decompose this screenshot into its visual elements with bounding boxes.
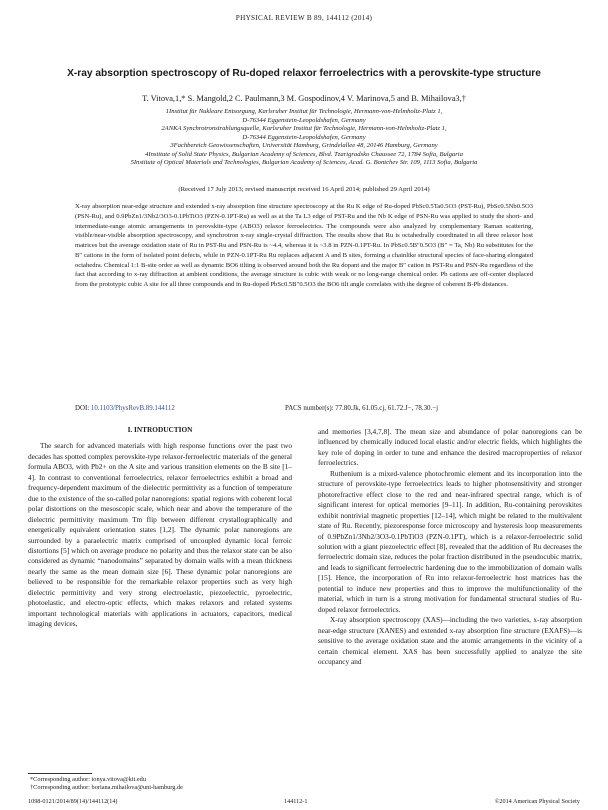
right-column	[318, 427, 582, 667]
footnote: *Corresponding author: tonya.vitova@kit.edu	[30, 776, 146, 783]
page-number: 144112-1	[284, 798, 308, 805]
abstract: X-ray absorption near-edge structure and extended x-ray absorption fine structure spectroscopy at the Ru K edge of Ru-doped PbSc0.5Ta0.5O3 (PST-Ru), PbSc0.5Nb0.5O3 (PSN-Ru), and 0.9PbZn1/3Nb2/3O3-0.1PbTiO3 (PZN-0.1PT-Ru) as well as at the Ta L3 edge of PST-Ru and the Nb K edge of PSN-Ru was applied to study the short- and intermediate-range atomic arrangements in perovskite-type (ABO3) relaxor ferroelectrics. The compounds were also analyzed by complementary Raman scattering, visible/near-visible absorption spectroscopy, and synchrotron x-ray single-crystal diffraction. The results show that Ru is octahedrally coordinated in all three relaxor host matrices but the average oxidation state of Ru in PST-Ru and PSN-Ru is ~4.4, whereas it is ~3.8 in PZN-0.1PT-Ru. In PbSc0.5B″0.5O3 (B″ = Ta, Nb) Ru substitutes for the B″ cations in the form of isolated point defects, while in PZN-0.1PT-Ru Ru replaces adjacent A and B sites, forming a chainlike structural species of face-sharing elongated octahedra. Chemical 1:1 B-site order as well as dynamic BO6 tilting is observed around both the Ru dopant and the major B″ cation in PST-Ru and PSN-Ru regardless of the fact that according to x-ray diffraction at ambient conditions, the average structure is cubic with weak or no long-range chemical order. Pb cations are off-center displaced from the prototypic cubic A site for all three compounds and in Ru-doped PbSc0.5B″0.5O3 the BO6 tilt angle correlates with the degree of coherent B-Pb distances.	[75, 203, 533, 288]
doi-link[interactable]: 10.1103/PhysRevB.89.144112	[90, 405, 175, 412]
footnotes	[30, 776, 300, 793]
affiliation-line: 2ANKA Synchrotronstrahlungsquelle, Karlsruher Institut für Technologie, Hermann-von-Helmholtz-Platz 1,	[161, 125, 447, 132]
copyright: ©2014 American Physical Society	[494, 798, 580, 805]
body-paragraph: and memories [3,4,7,8]. The mean size and abundance of polar nanoregions can be influenced by chemically induced local elastic and/or electric fields, which highlights the key role of doping in order to tune and enhance the desired macroproperties of relaxor ferroelectrics.	[318, 427, 582, 468]
affiliations	[20, 108, 588, 168]
running-head: PHYSICAL REVIEW B 89, 144112 (2014)	[235, 14, 373, 22]
affiliation-line: D-76344 Eggenstein-Leopoldshafen, Germany	[242, 116, 366, 124]
footnote: †Corresponding author: boriana.mihailova@uni-hamburg.de	[30, 784, 183, 792]
article-title: X-ray absorption spectroscopy of Ru-doped relaxor ferroelectrics with a perovskite-type structure	[67, 68, 541, 79]
affiliation-line: 4Institute of Solid State Physics, Bulgarian Academy of Sciences, Blvd. Tzarigradsko Chaussee 72, 1784 Sofia, Bulgaria	[145, 150, 463, 158]
pacs-numbers: PACS number(s): 77.80.Jk, 61.05.cj, 61.72.J−, 78.30.−j	[285, 405, 438, 412]
section-heading: I. INTRODUCTION	[127, 425, 193, 434]
page-footer	[28, 798, 580, 807]
body-paragraph: X-ray absorption spectroscopy (XAS)—including the two varieties, x-ray absorption near-edge structure (XANES) and extended x-ray absorption fine structure (EXAFS)—is sensitive to the average oxidation state and the atomic arrangements in the vicinity of a certain chemical element. XAS has been successfully applied to analyze the site occupancy and	[318, 615, 582, 666]
body-paragraph: Ruthenium is a mixed-valence photochromic element and its incorporation into the structure of perovskite-type ferroelectrics leads to higher photosensitivity and stronger photorefractive effect close to the red and near-infrared spectral range, which is of significant interest for optical memories [9–11]. In addition, Ru-containing perovskites exhibit nontrivial magnetic properties [12–14], which might be related to the multivalent state of Ru. Recently, piezoresponse force microscopy and hysteresis loop measurements of 0.9PbZn1/3Nb2/3O3-0.1PbTiO3 (PZN-0.1PT), which is a relaxor-ferroelectric solid solution with a giant piezoelectric effect [8], revealed that the addition of Ru decreases the ferroelectric domain size, reduces the polar fraction distributed in the pseudocubic matrix, and leads to significant ferroelectric hardening due to the immobilization of domain walls [15]. Hence, the incorporation of Ru into relaxor-ferroelectric host matrices has the potential to induce new properties and thus to improve the multifunctionality of the material, which in turn is a strong motivation for fundamental structural studies of Ru-doped relaxor ferroelectrics.	[318, 468, 582, 614]
body-paragraph: The search for advanced materials with high response functions over the past two decades has spotted complex perovskite-type relaxor-ferroelectric materials of the general formula ABO3, with Pb2+ on the A site and various transition elements on the B site [1–4]. In contrast to conventional ferroelectrics, relaxor ferroelectrics exhibit a broad and frequency-dependent maximum of the dielectric permittivity as a function of temperature due to the existence of the so-called polar nanoregions: spatial regions with coherent local polar distortions on the mesoscopic scale, which near and above the temperature of the dielectric permittivity maximum Tm flip between different crystallographically and energetically equivalent orientation states [1,2]. The dynamic polar nanoregions are surrounded by a paraelectric matrix comprised of uncoupled dynamic local ferroic distortions [5] which on average produce no polarity and thus the relaxor state can be also considered as dynamic “nanodomains” separated by domain walls with a mean thickness nearly the same as the mean domain size [6]. These dynamic polar nanoregions are believed to be responsible for the remarkable relaxor properties such as very high dielectric permittivity and very strong electroelastic, piezoelectric, pyroelectric, photoelastic, and electro-optic effects, which makes relaxors and related systems important technological materials with applications in actuators, capacitors, medical imaging devices,	[28, 441, 292, 629]
received-dates: (Received 17 July 2013; revised manuscript received 16 April 2014; published 29 April 2014)	[178, 186, 430, 193]
author-list: T. Vitova,1,* S. Mangold,2 C. Paulmann,3 M. Gospodinov,4 V. Marinova,5 and B. Mihailova3,†	[142, 94, 466, 103]
doi	[75, 404, 175, 413]
affiliation-line: D-76344 Eggenstein-Leopoldshafen, Germany	[242, 133, 366, 141]
doi-label: DOI:	[75, 405, 90, 412]
footer-issn: 1098-0121/2014/89(14)/144112(14)	[28, 798, 118, 805]
affiliation-line: 1Institut für Nukleare Entsorgung, Karlsruher Institut für Technologie, Hermann-von-Helmholtz-Platz 1,	[165, 108, 443, 115]
footnote-divider	[28, 773, 92, 774]
affiliation-line: 3Fachbereich Geowissenschaften, Universität Hamburg, Grindelallee 48, 20146 Hamburg, Germany	[170, 142, 438, 149]
left-column	[28, 425, 292, 630]
affiliation-line: 5Institute of Optical Materials and Technologies, Bulgarian Academy of Sciences, Acad. G. Bontchev Str. 109, 1113 Sofia, Bulgaria	[130, 159, 478, 166]
